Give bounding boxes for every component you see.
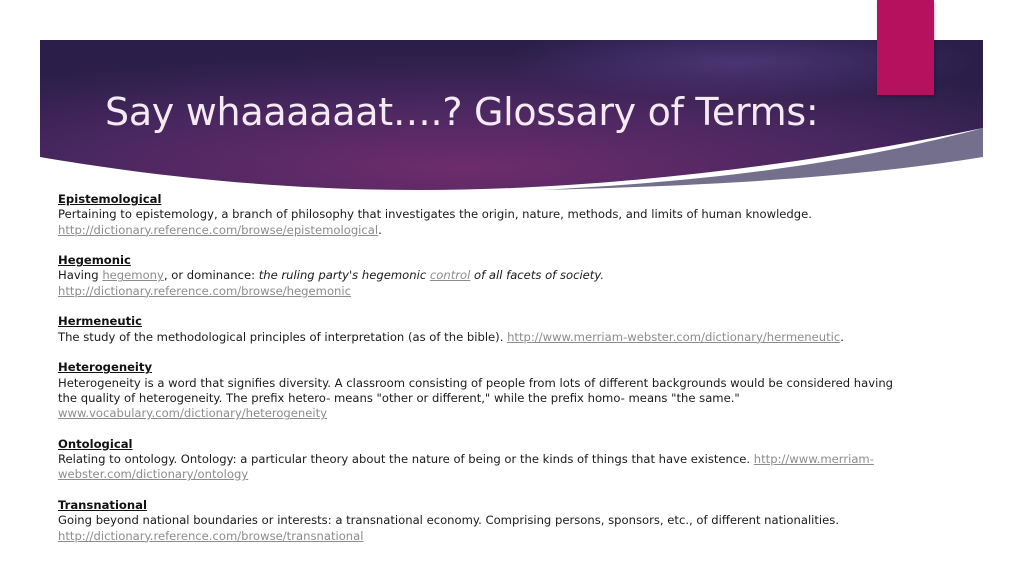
term-definition-cont: the quality of heterogeneity. The prefix hetero- means "other or different," while the prefix homo- means "the same." — [58, 390, 740, 405]
term-heading: Ontological — [58, 436, 133, 451]
term-definition: Pertaining to epistemology, a branch of philosophy that investigates the origin, nature, methods, and limits of human knowledge. — [58, 207, 812, 222]
term-heading: Heterogeneity — [58, 360, 153, 375]
glossary-entry-heterogeneity — [58, 360, 958, 421]
glossary-body — [58, 192, 958, 559]
reference-link[interactable]: www.vocabulary.com/dictionary/heterogeneity — [58, 406, 328, 421]
term-definition: The study of the methodological principles of interpretation (as of the bible). http://www.merriam-webster.com/dictionary/hermeneutic. — [58, 329, 844, 344]
term-heading: Hermeneutic — [58, 314, 142, 329]
term-definition: Having hegemony, or dominance: the ruling party's hegemonic control of all facets of society. — [58, 268, 604, 283]
slide-title: Say whaaaaaat….? Glossary of Terms: — [105, 90, 819, 134]
glossary-entry-hegemonic — [58, 253, 958, 299]
term-definition: Going beyond national boundaries or interests: a transnational economy. Comprising persons, sponsors, etc., of different nationalities. — [58, 513, 840, 528]
control-link[interactable]: control — [429, 268, 471, 283]
term-heading: Epistemological — [58, 192, 162, 206]
term-definition: Heterogeneity is a word that signifies diversity. A classroom consisting of people from lots of different backgrounds would be considered having — [58, 375, 894, 390]
glossary-entry-transnational — [58, 498, 958, 544]
term-definition: Relating to ontology. Ontology: a particular theory about the nature of being or the kinds of things that have existence. http://www.merriam- — [58, 452, 874, 467]
glossary-entry-ontological — [58, 437, 958, 483]
hegemony-link[interactable]: hegemony — [102, 268, 164, 283]
term-heading: Transnational — [58, 497, 147, 512]
term-heading: Hegemonic — [58, 253, 131, 268]
glossary-entry-epistemological: Epistemological Pertaining to epistemology, a branch of philosophy that investigates the origin, nature, methods, and limits of human knowledge. http://dictionary.reference.com/browse/epistemological. — [58, 192, 958, 238]
reference-link[interactable]: http://www.merriam- — [753, 452, 874, 467]
reference-link-cont[interactable]: webster.com/dictionary/ontology — [58, 467, 249, 482]
reference-link[interactable]: http://dictionary.reference.com/browse/hegemonic — [58, 283, 351, 298]
glossary-entry-hermeneutic — [58, 314, 958, 345]
reference-link[interactable]: http://dictionary.reference.com/browse/epistemological — [58, 222, 379, 237]
accent-tab — [877, 0, 934, 95]
reference-link[interactable]: http://www.merriam-webster.com/dictionary/hermeneutic — [507, 329, 841, 344]
reference-link[interactable]: http://dictionary.reference.com/browse/transnational — [58, 528, 364, 543]
